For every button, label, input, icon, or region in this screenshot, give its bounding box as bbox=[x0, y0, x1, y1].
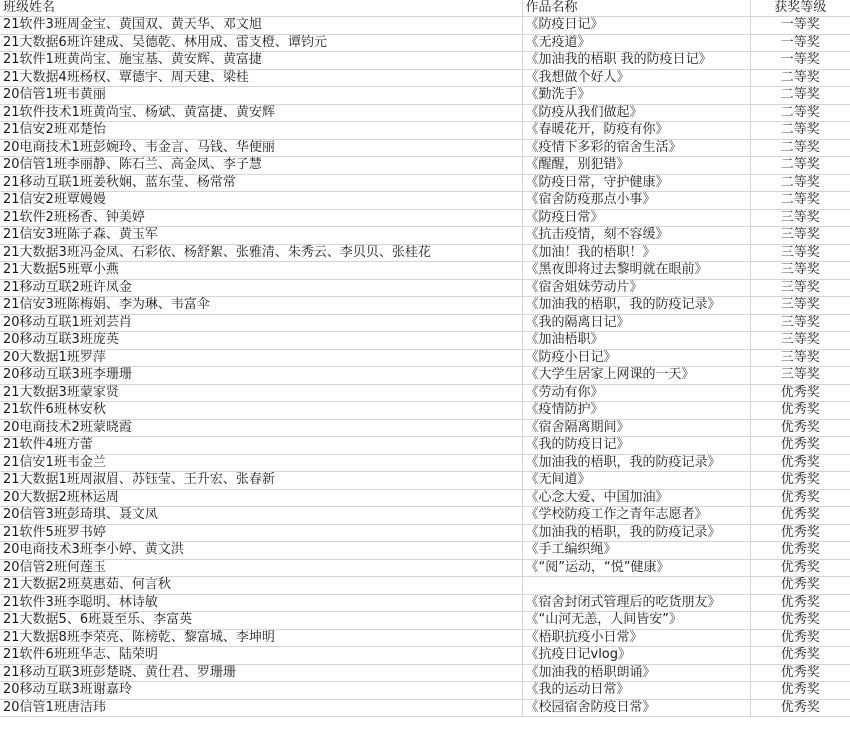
table-row bbox=[0, 244, 850, 262]
cell-class-name[interactable]: 20信管1班李丽静、陈石兰、高金凤、李子慧 bbox=[0, 157, 522, 175]
cell-award-level[interactable]: 三等奖 bbox=[750, 244, 850, 262]
table-row bbox=[0, 227, 850, 245]
cell-award-level[interactable]: 三等奖 bbox=[750, 314, 850, 332]
cell-class-name[interactable]: 20电商技术1班彭婉玲、韦金言、马钱、华便丽 bbox=[0, 139, 522, 157]
cell-class-name[interactable]: 21信安2班邓楚怡 bbox=[0, 122, 522, 140]
table-row bbox=[0, 192, 850, 210]
cell-class-name[interactable]: 20移动互联1班刘芸肖 bbox=[0, 314, 522, 332]
cell-award-level[interactable]: 优秀奖 bbox=[750, 489, 850, 507]
cell-award-level[interactable]: 三等奖 bbox=[750, 297, 850, 315]
cell-class-name[interactable]: 20信管2班何莲玉 bbox=[0, 559, 522, 577]
cell-class-name[interactable]: 20信管3班彭琦琪、聂文凤 bbox=[0, 507, 522, 525]
cell-award-level[interactable]: 三等奖 bbox=[750, 227, 850, 245]
cell-award-level[interactable]: 优秀奖 bbox=[750, 577, 850, 595]
table-row bbox=[0, 524, 850, 542]
cell-work-title[interactable]: 《我的防疫日记》 bbox=[522, 437, 750, 455]
table-row bbox=[0, 17, 850, 35]
cell-class-name[interactable]: 21移动互联2班许凤金 bbox=[0, 279, 522, 297]
cell-award-level[interactable]: 二等奖 bbox=[750, 174, 850, 192]
cell-class-name[interactable]: 21软件5班罗书婷 bbox=[0, 524, 522, 542]
table-row bbox=[0, 52, 850, 70]
table-row bbox=[0, 262, 850, 280]
cell-class-name[interactable]: 20移动互联3班谢嘉玲 bbox=[0, 682, 522, 700]
cell-award-level[interactable]: 优秀奖 bbox=[750, 664, 850, 682]
cell-award-level[interactable]: 二等奖 bbox=[750, 104, 850, 122]
cell-work-title[interactable]: 《无间道》 bbox=[522, 472, 750, 490]
cell-class-name[interactable]: 20移动互联3班李珊珊 bbox=[0, 367, 522, 385]
cell-award-level[interactable]: 优秀奖 bbox=[750, 454, 850, 472]
cell-class-name[interactable]: 21软件4班方蕾 bbox=[0, 437, 522, 455]
cell-class-name[interactable]: 21大数据5、6班聂至乐、李富英 bbox=[0, 612, 522, 630]
cell-class-name[interactable]: 21大数据3班冯金凤、石彩依、杨舒絮、张雅清、朱秀云、李贝贝、张桂花 bbox=[0, 244, 522, 262]
cell-work-title[interactable]: 《梧职抗疫小日常》 bbox=[522, 629, 750, 647]
table-row bbox=[0, 349, 850, 367]
table-row bbox=[0, 437, 850, 455]
table-row bbox=[0, 629, 850, 647]
cell-award-level[interactable]: 二等奖 bbox=[750, 122, 850, 140]
cell-work-title[interactable]: 《防疫从我们做起》 bbox=[522, 104, 750, 122]
table-row bbox=[0, 402, 850, 420]
cell-award-level[interactable]: 优秀奖 bbox=[750, 647, 850, 665]
cell-work-title[interactable]: 《“阅”运动，“悦”健康》 bbox=[522, 559, 750, 577]
cell-class-name[interactable]: 20信管1班唐洁玮 bbox=[0, 699, 522, 717]
cell-class-name[interactable]: 21大数据3班蒙家贤 bbox=[0, 384, 522, 402]
cell-work-title[interactable]: 《心念大爱、中国加油》 bbox=[522, 489, 750, 507]
table-row bbox=[0, 104, 850, 122]
cell-award-level[interactable]: 优秀奖 bbox=[750, 542, 850, 560]
table-row bbox=[0, 384, 850, 402]
cell-work-title[interactable]: 《大学生居家上网课的一天》 bbox=[522, 367, 750, 385]
cell-award-level[interactable]: 三等奖 bbox=[750, 367, 850, 385]
table-row bbox=[0, 664, 850, 682]
cell-award-level[interactable]: 优秀奖 bbox=[750, 419, 850, 437]
cell-class-name[interactable]: 20电商技术3班李小婷、黄文洪 bbox=[0, 542, 522, 560]
cell-class-name[interactable]: 21软件6班班华志、陆荣明 bbox=[0, 647, 522, 665]
table-row bbox=[0, 489, 850, 507]
cell-award-level[interactable]: 三等奖 bbox=[750, 262, 850, 280]
cell-award-level[interactable]: 优秀奖 bbox=[750, 559, 850, 577]
cell-work-title[interactable]: 《手工编织绳》 bbox=[522, 542, 750, 560]
table-row bbox=[0, 332, 850, 350]
cell-class-name[interactable]: 21信安1班韦金兰 bbox=[0, 454, 522, 472]
cell-work-title[interactable]: 《我想做个好人》 bbox=[522, 69, 750, 87]
table-row bbox=[0, 34, 850, 52]
cell-award-level[interactable]: 二等奖 bbox=[750, 192, 850, 210]
cell-class-name[interactable]: 21信安2班覃嫚嫚 bbox=[0, 192, 522, 210]
table-row bbox=[0, 297, 850, 315]
table-row bbox=[0, 122, 850, 140]
cell-class-name[interactable]: 21大数据4班杨权、覃德宇、周天建、梁桂 bbox=[0, 69, 522, 87]
cell-work-title[interactable]: 《抗疫日记vlog》 bbox=[522, 647, 750, 665]
cell-award-level[interactable]: 优秀奖 bbox=[750, 612, 850, 630]
cell-class-name[interactable]: 21软件6班林安秋 bbox=[0, 402, 522, 420]
cell-class-name[interactable]: 21大数据8班李荣亮、陈榜乾、黎富城、李坤明 bbox=[0, 629, 522, 647]
cell-class-name[interactable]: 21大数据5班覃小燕 bbox=[0, 262, 522, 280]
cell-award-level[interactable]: 优秀奖 bbox=[750, 402, 850, 420]
cell-award-level[interactable]: 优秀奖 bbox=[750, 629, 850, 647]
cell-award-level[interactable]: 三等奖 bbox=[750, 349, 850, 367]
header-work-title[interactable]: 作品名称 bbox=[522, 0, 750, 17]
cell-work-title[interactable]: 《勤洗手》 bbox=[522, 87, 750, 105]
cell-award-level[interactable]: 三等奖 bbox=[750, 209, 850, 227]
cell-work-title[interactable]: 《加油梧职》 bbox=[522, 332, 750, 350]
cell-award-level[interactable]: 优秀奖 bbox=[750, 472, 850, 490]
cell-work-title[interactable]: 《黑夜即将过去黎明就在眼前》 bbox=[522, 262, 750, 280]
cell-work-title[interactable]: 《学校防疫工作之青年志愿者》 bbox=[522, 507, 750, 525]
table-row bbox=[0, 209, 850, 227]
cell-class-name[interactable]: 21软件2班杨香、钟美婷 bbox=[0, 209, 522, 227]
cell-class-name[interactable]: 20信管1班韦黄丽 bbox=[0, 87, 522, 105]
cell-work-title[interactable]: 《宿舍姐妹劳动片》 bbox=[522, 279, 750, 297]
cell-work-title[interactable]: 《加油！我的梧职！》 bbox=[522, 244, 750, 262]
header-row bbox=[0, 0, 850, 17]
cell-award-level[interactable]: 三等奖 bbox=[750, 332, 850, 350]
cell-work-title[interactable]: 《疫情防护》 bbox=[522, 402, 750, 420]
table-row bbox=[0, 139, 850, 157]
cell-work-title[interactable]: 《加油我的梧职朗诵》 bbox=[522, 664, 750, 682]
cell-class-name[interactable]: 21移动互联1班姜秋娴、蓝东莹、杨常常 bbox=[0, 174, 522, 192]
cell-class-name[interactable]: 21软件3班周金宝、黄国双、黄天华、邓文旭 bbox=[0, 17, 522, 35]
cell-award-level[interactable]: 二等奖 bbox=[750, 139, 850, 157]
table-row bbox=[0, 314, 850, 332]
cell-work-title[interactable]: 《“山河无恙，人间皆安”》 bbox=[522, 612, 750, 630]
cell-work-title[interactable]: 《加油我的梧职，我的防疫记录》 bbox=[522, 297, 750, 315]
cell-work-title[interactable]: 《校园宿舍防疫日常》 bbox=[522, 699, 750, 717]
cell-class-name[interactable]: 21大数据6班许建成、吴德乾、林用成、雷支橙、谭钧元 bbox=[0, 34, 522, 52]
cell-class-name[interactable]: 21软件技术1班黄尚宝、杨斌、黄富捷、黄安辉 bbox=[0, 104, 522, 122]
cell-work-title[interactable]: 《宿舍隔离期间》 bbox=[522, 419, 750, 437]
cell-award-level[interactable]: 优秀奖 bbox=[750, 594, 850, 612]
table-row bbox=[0, 594, 850, 612]
cell-award-level[interactable]: 三等奖 bbox=[750, 279, 850, 297]
table-row bbox=[0, 699, 850, 717]
cell-work-title[interactable] bbox=[522, 577, 750, 595]
cell-award-level[interactable]: 优秀奖 bbox=[750, 437, 850, 455]
cell-class-name[interactable]: 20移动互联3班庞英 bbox=[0, 332, 522, 350]
table-row bbox=[0, 87, 850, 105]
cell-class-name[interactable]: 21软件3班李聪明、林诗敏 bbox=[0, 594, 522, 612]
cell-work-title[interactable]: 《我的隔离日记》 bbox=[522, 314, 750, 332]
cell-work-title[interactable]: 《宿舍防疫那点小事》 bbox=[522, 192, 750, 210]
cell-work-title[interactable]: 《加油我的梧职，我的防疫记录》 bbox=[522, 454, 750, 472]
cell-class-name[interactable]: 20大数据2班林运周 bbox=[0, 489, 522, 507]
cell-award-level[interactable]: 二等奖 bbox=[750, 157, 850, 175]
cell-class-name[interactable]: 21信安3班陈梅娟、李为琳、韦富伞 bbox=[0, 297, 522, 315]
table-row bbox=[0, 682, 850, 700]
cell-award-level[interactable]: 二等奖 bbox=[750, 87, 850, 105]
cell-class-name[interactable]: 20大数据1班罗萍 bbox=[0, 349, 522, 367]
table-row bbox=[0, 367, 850, 385]
cell-award-level[interactable]: 一等奖 bbox=[750, 52, 850, 70]
table-row bbox=[0, 559, 850, 577]
table-row bbox=[0, 647, 850, 665]
cell-work-title[interactable]: 《劳动有你》 bbox=[522, 384, 750, 402]
table-row bbox=[0, 157, 850, 175]
cell-award-level[interactable]: 一等奖 bbox=[750, 17, 850, 35]
cell-work-title[interactable]: 《醒醒，别犯错》 bbox=[522, 157, 750, 175]
cell-award-level[interactable]: 优秀奖 bbox=[750, 699, 850, 717]
cell-work-title[interactable]: 《宿舍封闭式管理后的吃货朋友》 bbox=[522, 594, 750, 612]
cell-award-level[interactable]: 优秀奖 bbox=[750, 384, 850, 402]
cell-work-title[interactable]: 《疫情下多彩的宿舍生活》 bbox=[522, 139, 750, 157]
cell-award-level[interactable]: 优秀奖 bbox=[750, 524, 850, 542]
cell-work-title[interactable]: 《我的运动日常》 bbox=[522, 682, 750, 700]
cell-work-title[interactable]: 《防疫日常》 bbox=[522, 209, 750, 227]
cell-award-level[interactable]: 优秀奖 bbox=[750, 682, 850, 700]
cell-award-level[interactable]: 二等奖 bbox=[750, 69, 850, 87]
table-row bbox=[0, 577, 850, 595]
cell-class-name[interactable]: 21软件1班黄尚宝、施宝基、黄安辉、黄富捷 bbox=[0, 52, 522, 70]
table-row bbox=[0, 507, 850, 525]
table-row bbox=[0, 419, 850, 437]
table-row bbox=[0, 174, 850, 192]
cell-class-name[interactable]: 21大数据2班莫惠茹、何言秋 bbox=[0, 577, 522, 595]
cell-award-level[interactable]: 一等奖 bbox=[750, 34, 850, 52]
table-row bbox=[0, 279, 850, 297]
table-row bbox=[0, 454, 850, 472]
table-row bbox=[0, 472, 850, 490]
cell-class-name[interactable]: 21移动互联3班彭楚晓、黄仕君、罗珊珊 bbox=[0, 664, 522, 682]
cell-work-title[interactable]: 《防疫小日记》 bbox=[522, 349, 750, 367]
cell-work-title[interactable]: 《加油我的梧职，我的防疫记录》 bbox=[522, 524, 750, 542]
cell-class-name[interactable]: 20电商技术2班蒙晓霞 bbox=[0, 419, 522, 437]
table-row bbox=[0, 69, 850, 87]
cell-work-title[interactable]: 《抗击疫情，刻不容缓》 bbox=[522, 227, 750, 245]
table-row bbox=[0, 542, 850, 560]
cell-work-title[interactable]: 《防疫日常，守护健康》 bbox=[522, 174, 750, 192]
cell-work-title[interactable]: 《防疫日记》 bbox=[522, 17, 750, 35]
header-award-level[interactable]: 获奖等级 bbox=[750, 0, 850, 17]
cell-work-title[interactable]: 《加油我的梧职 我的防疫日记》 bbox=[522, 52, 750, 70]
cell-work-title[interactable]: 《无疫道》 bbox=[522, 34, 750, 52]
header-class-name[interactable]: 班级姓名 bbox=[0, 0, 522, 17]
cell-work-title[interactable]: 《春暖花开，防疫有你》 bbox=[522, 122, 750, 140]
cell-award-level[interactable]: 优秀奖 bbox=[750, 507, 850, 525]
cell-class-name[interactable]: 21大数据1班周淑眉、苏钰莹、王升宏、张春新 bbox=[0, 472, 522, 490]
cell-class-name[interactable]: 21信安3班陈子森、黄玉军 bbox=[0, 227, 522, 245]
table-row bbox=[0, 612, 850, 630]
